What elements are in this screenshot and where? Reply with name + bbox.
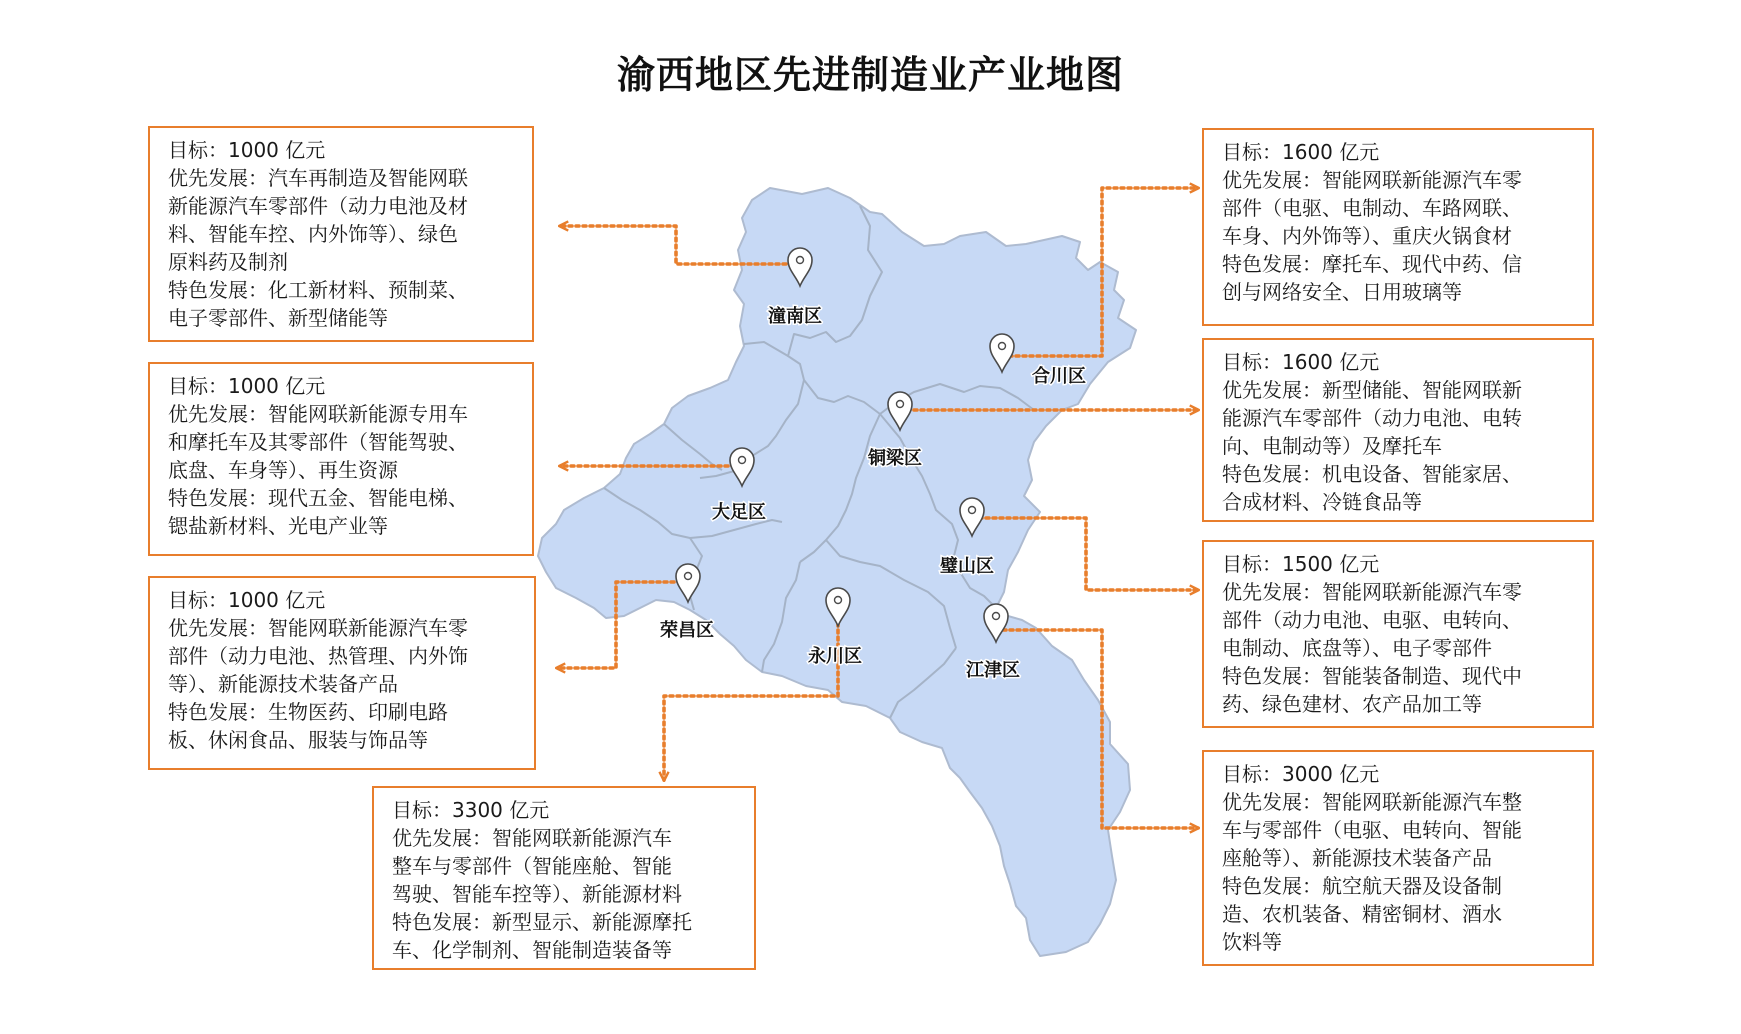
detail-line: 特色发展：航空航天器及设备制 [1222,874,1502,898]
detail-line: 车与零部件（电驱、电转向、智能 [1222,818,1522,842]
detail-line: 车、化学制剂、智能制造装备等 [392,938,672,962]
detail-line: 特色发展：新型显示、新能源摩托 [392,910,692,934]
detail-line: 和摩托车及其零部件（智能驾驶、 [168,430,468,454]
detail-line: 特色发展：智能装备制造、现代中 [1222,664,1522,688]
detail-line: 优先发展：新型储能、智能网联新 [1222,378,1522,402]
detail-line: 料、智能车控、内外饰等）、绿色 [168,222,458,246]
label-rongchang: 荣昌区 [660,620,714,641]
target-text: 目标：1000 亿元 [168,588,326,612]
label-dazu: 大足区 [712,502,766,523]
detail-line: 整车与零部件（智能座舱、智能 [392,854,672,878]
detail-line: 优先发展：智能网联新能源汽车零 [168,616,468,640]
target-text: 目标：3000 亿元 [1222,762,1380,786]
info-box-hechuan [1202,128,1594,326]
detail-line: 座舱等）、新能源技术装备产品 [1222,846,1492,870]
detail-line: 电制动、底盘等）、电子零部件 [1222,636,1492,660]
info-box-tongliang [1202,338,1594,522]
detail-line: 板、休闲食品、服装与饰品等 [168,728,428,752]
detail-line: 药、绿色建材、农产品加工等 [1222,692,1482,716]
detail-line: 特色发展：化工新材料、预制菜、 [168,278,468,302]
info-box-bishan [1202,540,1594,728]
info-box-yongchuan [372,786,756,970]
detail-line: 底盘、车身等）、再生资源 [168,458,398,482]
detail-line: 原料药及制剂 [168,250,288,274]
target-text: 目标：1600 亿元 [1222,140,1380,164]
detail-line: 创与网络安全、日用玻璃等 [1222,280,1462,304]
detail-line: 优先发展：智能网联新能源汽车整 [1222,790,1522,814]
detail-line: 能源汽车零部件（动力电池、电转 [1222,406,1522,430]
detail-line: 优先发展：汽车再制造及智能网联 [168,166,468,190]
info-box-dazu [148,362,534,556]
detail-line: 向、电制动等）及摩托车 [1222,434,1442,458]
info-box-rongchang [148,576,536,770]
detail-line: 电子零部件、新型储能等 [168,306,388,330]
label-hechuan: 合川区 [1032,366,1086,387]
label-bishan: 璧山区 [940,556,994,577]
label-tongnan: 潼南区 [768,306,822,327]
label-jiangjin: 江津区 [966,660,1020,681]
detail-line: 优先发展：智能网联新能源汽车零 [1222,580,1522,604]
detail-line: 优先发展：智能网联新能源汽车零 [1222,168,1522,192]
detail-line: 部件（电驱、电制动、车路网联、 [1222,196,1522,220]
target-text: 目标：3300 亿元 [392,798,550,822]
page-title: 渝西地区先进制造业产业地图 [616,52,1124,97]
detail-line: 优先发展：智能网联新能源汽车 [392,826,672,850]
target-text: 目标：1000 亿元 [168,374,326,398]
detail-line: 合成材料、冷链食品等 [1222,490,1422,514]
detail-line: 新能源汽车零部件（动力电池及材 [168,194,468,218]
detail-line: 特色发展：机电设备、智能家居、 [1222,462,1522,486]
detail-line: 饮料等 [1222,930,1282,954]
detail-line: 造、农机装备、精密铜材、酒水 [1222,902,1502,926]
target-text: 目标：1500 亿元 [1222,552,1380,576]
detail-line: 优先发展：智能网联新能源专用车 [168,402,468,426]
detail-line: 特色发展：生物医药、印刷电路 [168,700,448,724]
info-box-tongnan [148,126,534,342]
detail-line: 等）、新能源技术装备产品 [168,672,398,696]
detail-line: 部件（动力电池、热管理、内外饰 [168,644,468,668]
label-yongchuan: 永川区 [808,646,862,667]
info-box-jiangjin [1202,750,1594,966]
target-text: 目标：1000 亿元 [168,138,326,162]
label-tongliang: 铜梁区 [868,448,922,469]
target-text: 目标：1600 亿元 [1222,350,1380,374]
detail-line: 车身、内外饰等）、重庆火锅食材 [1222,224,1512,248]
detail-line: 特色发展：摩托车、现代中药、信 [1222,252,1522,276]
detail-line: 驾驶、智能车控等）、新能源材料 [392,882,682,906]
detail-line: 特色发展：现代五金、智能电梯、 [168,486,468,510]
detail-line: 部件（动力电池、电驱、电转向、 [1222,608,1522,632]
detail-line: 锶盐新材料、光电产业等 [168,514,388,538]
